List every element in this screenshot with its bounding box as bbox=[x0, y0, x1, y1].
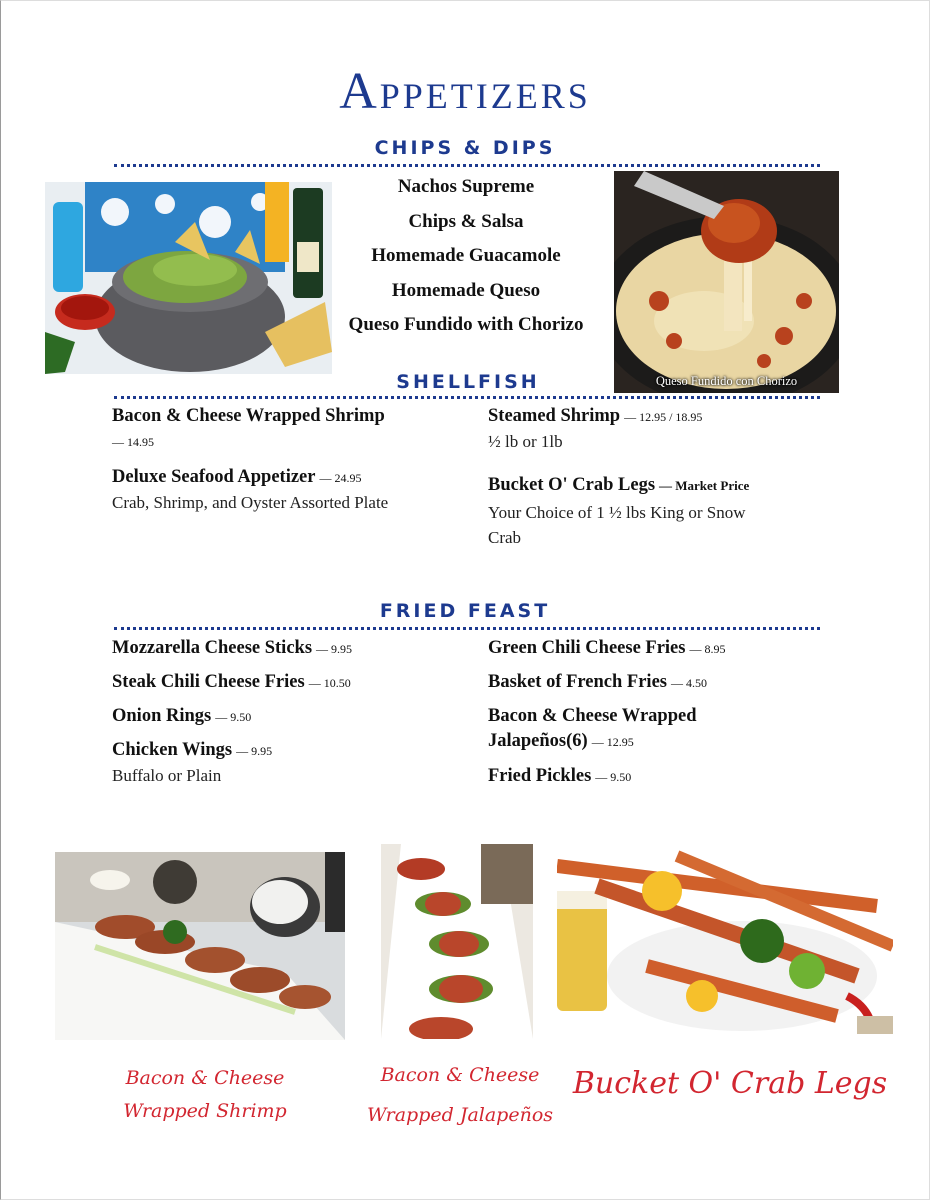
menu-item bbox=[112, 465, 412, 515]
item-name: Chicken Wings bbox=[112, 740, 233, 760]
fried-left-column bbox=[112, 636, 442, 788]
menu-item: Homemade Guacamole bbox=[371, 245, 561, 266]
page-title: Appetizers bbox=[339, 63, 591, 120]
menu-item bbox=[488, 670, 808, 704]
item-price: — 9.50 bbox=[595, 770, 632, 784]
caption-line: Wrapped Jalapeños bbox=[366, 1104, 554, 1126]
item-name: Mozzarella Cheese Sticks bbox=[112, 638, 313, 658]
queso-fundido-photo bbox=[614, 171, 839, 393]
divider-shellfish bbox=[114, 396, 820, 399]
shellfish-left-column bbox=[112, 404, 412, 523]
menu-item bbox=[488, 636, 808, 670]
item-name: Bacon & Cheese Wrapped Jalapeños(6) bbox=[488, 706, 697, 751]
item-description: Crab, Shrimp, and Oyster Assorted Plate bbox=[112, 493, 389, 512]
menu-item: Queso Fundido with Chorizo bbox=[348, 314, 584, 335]
item-name: Steak Chili Cheese Fries bbox=[112, 672, 305, 692]
item-description: Buffalo or Plain bbox=[112, 766, 222, 785]
crab-legs-photo bbox=[557, 846, 893, 1034]
divider-chips-dips bbox=[114, 164, 820, 167]
item-price: — 10.50 bbox=[308, 676, 351, 690]
menu-item bbox=[112, 670, 442, 704]
fried-right-column bbox=[488, 636, 808, 789]
item-price: — 9.95 bbox=[316, 642, 353, 656]
item-name: Deluxe Seafood Appetizer bbox=[112, 467, 316, 487]
shellfish-right-column bbox=[488, 404, 788, 558]
bacon-shrimp-photo bbox=[55, 852, 345, 1040]
jalapeno-caption bbox=[355, 1055, 565, 1135]
item-price: — 9.50 bbox=[215, 710, 252, 724]
section-heading-shellfish: SHELLFISH bbox=[396, 371, 540, 393]
section-heading-chips-dips: CHIPS & DIPS bbox=[374, 137, 556, 159]
item-description: Your Choice of 1 ½ lbs King or Snow Crab bbox=[488, 503, 746, 547]
menu-item: Chips & Salsa bbox=[408, 210, 524, 232]
item-name: Fried Pickles bbox=[488, 766, 592, 786]
photo-caption: Queso Fundido con Chorizo bbox=[655, 374, 798, 388]
menu-item bbox=[112, 404, 412, 455]
menu-item: Homemade Queso bbox=[391, 279, 541, 301]
menu-item bbox=[488, 764, 808, 789]
caption-line: Bacon & Cheese bbox=[380, 1064, 540, 1086]
item-price: — 12.95 bbox=[591, 735, 634, 749]
item-name: Onion Rings bbox=[112, 706, 212, 726]
menu-item bbox=[112, 738, 442, 788]
menu-item bbox=[112, 636, 442, 670]
item-name: Green Chili Cheese Fries bbox=[488, 638, 686, 658]
item-price: — 4.50 bbox=[670, 676, 707, 690]
caption-line: Wrapped Shrimp bbox=[123, 1100, 287, 1122]
crab-caption: Bucket O' Crab Legs bbox=[572, 1066, 888, 1101]
item-price: — 12.95 / 18.95 bbox=[624, 410, 703, 424]
item-description: ½ lb or 1lb bbox=[488, 432, 563, 451]
menu-item: Nachos Supreme bbox=[397, 176, 535, 197]
item-price: — 24.95 bbox=[319, 471, 362, 485]
item-price: — Market Price bbox=[659, 478, 750, 493]
item-name: Steamed Shrimp bbox=[488, 406, 621, 426]
shrimp-caption bbox=[95, 1062, 315, 1128]
item-price: — 9.95 bbox=[236, 744, 273, 758]
bacon-jalapenos-photo bbox=[381, 844, 533, 1039]
menu-item bbox=[488, 472, 768, 550]
chips-dips-list bbox=[320, 170, 612, 343]
caption-line: Bacon & Cheese bbox=[125, 1067, 285, 1089]
item-name: Basket of French Fries bbox=[488, 672, 667, 692]
menu-item bbox=[112, 704, 442, 738]
menu-item bbox=[488, 404, 788, 454]
section-heading-fried-feast: FRIED FEAST bbox=[379, 600, 551, 622]
guacamole-photo bbox=[45, 182, 332, 374]
divider-fried-feast bbox=[114, 627, 820, 630]
item-name: Bacon & Cheese Wrapped Shrimp bbox=[112, 406, 385, 426]
item-price: — 8.95 bbox=[689, 642, 726, 656]
item-name: Bucket O' Crab Legs bbox=[488, 475, 656, 495]
menu-item bbox=[488, 704, 748, 764]
item-price: — 14.95 bbox=[112, 435, 154, 449]
